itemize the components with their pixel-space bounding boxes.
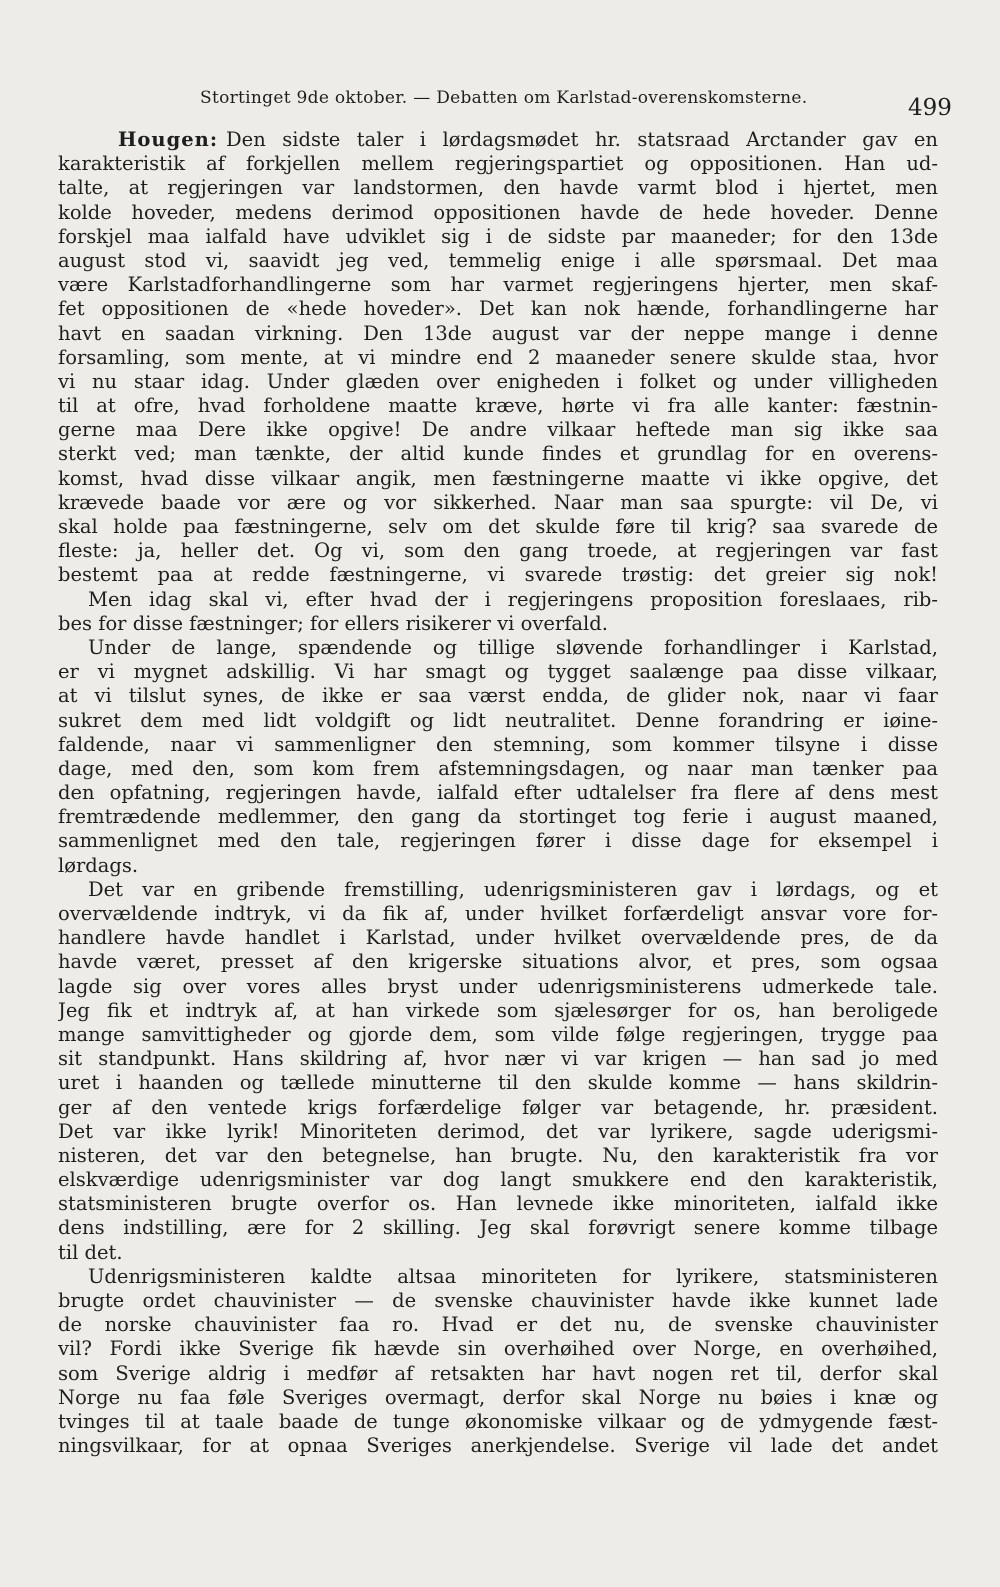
- text-line: handlere havde handlet i Karlstad, under hvilket overvældende pres, de da: [58, 926, 938, 950]
- text-line-content: Den sidste taler i lørdagsmødet hr. statsraad Arctander gav en: [226, 128, 938, 151]
- text-line: elskværdige udenrigsminister var dog langt smukkere end den karakteristik,: [58, 1168, 938, 1192]
- text-line: mange samvittigheder og gjorde dem, som vilde følge regjeringen, trygge paa: [58, 1022, 938, 1046]
- text-line: Men idag skal vi, efter hvad der i regjeringens proposition foreslaaes, rib-: [88, 587, 938, 611]
- text-line: forsamling, som mente, at vi mindre end 2 maaneder senere skulde staa, hvor: [58, 345, 938, 369]
- text-line: karakteristik af forkjellen mellem regjeringspartiet og oppositionen. Han ud-: [58, 152, 938, 176]
- text-line: skal holde paa fæstningerne, selv om det skulde føre til krig? saa svarede de: [58, 515, 938, 538]
- text-line: Det var ikke lyrik! Minoriteten derimod, det var lyrikere, sagde uderigsmi-: [58, 1119, 938, 1143]
- text-line: lagde sig over vores alles bryst under udenrigsministerens udmerkede tale.: [58, 974, 938, 998]
- text-line: bestemt paa at redde fæstningerne, vi svarede trøstig: det greier sig nok!: [58, 563, 938, 587]
- text-line: komst, hvad disse vilkaar angik, men fæstningerne maatte vi ikke opgive, det: [58, 466, 938, 490]
- text-line: ningsvilkaar, for at opnaa Sveriges anerkjendelse. Sverige vil lade det andet: [58, 1434, 938, 1458]
- text-line: dage, med den, som kom frem afstemningsdagen, og naar man tænker paa: [58, 756, 938, 780]
- text-line: tvinges til at taale baade de tunge økonomiske vilkaar og de ydmygende fæst-: [58, 1409, 938, 1433]
- text-line: Udenrigsministeren kaldte altsaa minoriteten for lyrikere, statsministeren: [88, 1264, 938, 1288]
- text-line: sit standpunkt. Hans skildring af, hvor nær vi var krigen — han sad jo med: [58, 1047, 938, 1071]
- text-line: august stod vi, saavidt jeg ved, temmelig enige i alle spørsmaal. Det maa: [58, 248, 938, 272]
- text-line: havde været, presset af den krigerske situations alvor, et pres, som ogsaa: [58, 950, 938, 974]
- text-line: til det.: [58, 1240, 123, 1264]
- text-line: Norge nu faa føle Sveriges overmagt, derfor skal Norge nu bøies i knæ og: [58, 1385, 938, 1409]
- text-line: sukret dem med lidt voldgift og lidt neutralitet. Denne forandring er iøine-: [58, 708, 938, 732]
- text-line: krævede baade vor ære og vor sikkerhed. Naar man saa spurgte: vil De, vi: [58, 490, 938, 514]
- text-line: Under de lange, spændende og tillige sløvende forhandlinger i Karlstad,: [88, 635, 938, 659]
- text-line: vi nu staar idag. Under glæden over enigheden i folket og under villigheden: [58, 369, 938, 393]
- text-line: nisteren, det var den betegnelse, han brugte. Nu, den karakteristik fra vor: [58, 1143, 938, 1167]
- text-line: faldende, naar vi sammenligner den stemning, som kommer tilsyne i disse: [58, 732, 938, 756]
- text-line: fleste: ja, heller det. Og vi, som den gang troede, at regjeringen var fast: [58, 539, 938, 563]
- text-line: de norske chauvinister faa ro. Hvad er det nu, de svenske chauvinister: [58, 1313, 938, 1337]
- text-line: fremtrædende medlemmer, den gang da stortinget tog ferie i august maaned,: [58, 805, 938, 829]
- text-line: er vi mygnet adskillig. Vi har smagt og tygget saalænge paa disse vilkaar,: [58, 660, 938, 684]
- text-line: bes for disse fæstninger; for ellers risikerer vi overfald.: [58, 611, 608, 635]
- text-line: uret i haanden og tællede minutterne til den skulde komme — hans skildrin-: [58, 1071, 938, 1095]
- text-line: gerne maa Dere ikke opgive! De andre vilkaar heftede man sig ikke saa: [58, 418, 938, 442]
- text-line: sammenlignet med den tale, regjeringen fører i disse dage for eksempel i: [58, 829, 938, 853]
- text-line: kolde hoveder, medens derimod oppositionen havde de hede hoveder. Denne: [58, 200, 938, 224]
- text-line: statsministeren brugte overfor os. Han levnede ikke minoriteten, ialfald ikke: [58, 1192, 938, 1216]
- text-line: talte, at regjeringen var landstormen, den havde varmt blod i hjertet, men: [58, 176, 938, 200]
- text-line: dens indstilling, ære for 2 skilling. Jeg skal forøvrigt senere komme tilbage: [58, 1216, 938, 1240]
- text-lines: [58, 152, 938, 1458]
- speaker-name: Hougen:: [118, 128, 219, 151]
- text-line: forskjel maa ialfald have udviklet sig i de sidste par maaneder; for den 13de: [58, 224, 938, 248]
- text-line: [58, 128, 938, 152]
- text-line: fet oppositionen de «hede hoveder». Det kan nok hænde, forhandlingerne har: [58, 297, 938, 321]
- text-line: havt en saadan virkning. Den 13de august var der neppe mange i denne: [58, 321, 938, 345]
- text-line: Jeg fik et indtryk af, at han virkede som sjælesørger for os, han beroligede: [58, 998, 938, 1022]
- text-line: den opfatning, regjeringen havde, ialfald efter udtalelser fra flere af dens mest: [58, 781, 938, 805]
- text-line: være Karlstadforhandlingerne som har varmet regjeringens hjerter, men skaf-: [58, 273, 938, 297]
- text-line: sterkt ved; man tænkte, der altid kunde findes et grundlag for en overens-: [58, 442, 938, 466]
- running-head: Stortinget 9de oktober. — Debatten om Karlstad-overenskomsterne.: [200, 88, 808, 108]
- body-text: [58, 128, 938, 1458]
- text-line: lørdags.: [58, 853, 139, 877]
- text-line: som Sverige aldrig i medfør af retsakten har havt nogen ret til, derfor skal: [58, 1361, 938, 1385]
- text-line: brugte ordet chauvinister — de svenske chauvinister havde ikke kunnet lade: [58, 1289, 938, 1312]
- text-line: at vi tilslut synes, de ikke er saa værst endda, de glider nok, naar vi faar: [58, 684, 938, 708]
- text-line: til at ofre, hvad forholdene maatte kræve, hørte vi fra alle kanter: fæstnin-: [58, 394, 938, 418]
- page-number: 499: [908, 95, 952, 121]
- text-line: vil? Fordi ikke Sverige fik hævde sin overhøihed over Norge, en overhøihed,: [58, 1337, 938, 1361]
- text-line: Det var en gribende fremstilling, udenrigsministeren gav i lørdags, og et: [88, 877, 938, 901]
- text-line: ger af den ventede krigs forfærdelige følger var betagende, hr. præsident.: [58, 1095, 938, 1119]
- text-line: overvældende indtryk, vi da fik af, under hvilket forfærdeligt ansvar vore for-: [58, 902, 938, 925]
